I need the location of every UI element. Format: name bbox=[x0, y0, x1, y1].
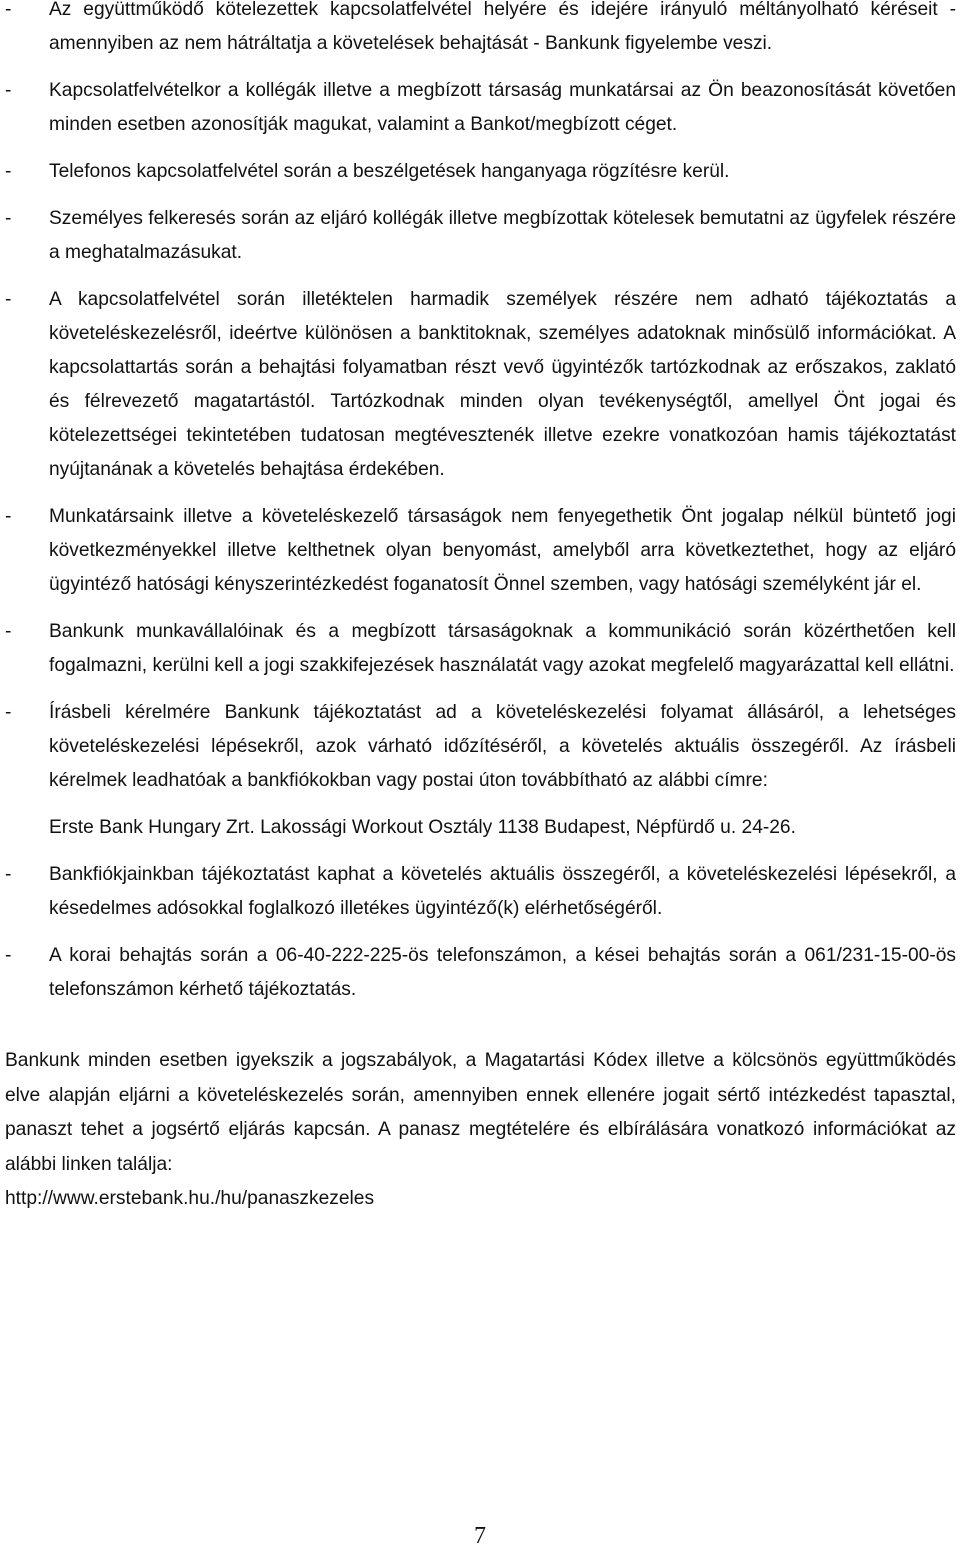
bullet-dash: - bbox=[5, 621, 12, 642]
page-number: 7 bbox=[474, 1523, 486, 1549]
bullet-written-request bbox=[0, 696, 960, 798]
bullet-plain-language bbox=[0, 615, 960, 683]
bullet-branch-information bbox=[0, 858, 960, 926]
bullet-identification bbox=[0, 74, 960, 142]
bullet-text: Telefonos kapcsolatfelvétel során a beszélgetések hanganyaga rögzítésre kerül. bbox=[49, 161, 730, 182]
bullet-dash: - bbox=[5, 506, 12, 527]
postal-address: Erste Bank Hungary Zrt. Lakossági Workout Osztály 1138 Budapest, Népfürdő u. 24-26. bbox=[49, 817, 796, 838]
bullet-dash: - bbox=[5, 208, 12, 229]
complaint-link[interactable]: http://www.erstebank.hu./hu/panaszkezeles bbox=[5, 1188, 375, 1209]
bullet-dash: - bbox=[5, 945, 12, 966]
bullet-text: Az együttműködő kötelezettek kapcsolatfelvétel helyére és idejére irányuló méltányolható kéréseit - amennyiben az nem hátráltatja a követelések behajtását - Bankunk figyelembe veszi. bbox=[49, 0, 956, 54]
bullet-text: Bankunk munkavállalóinak és a megbízott társaságoknak a kommunikáció során közérthetően kell fogalmazni, kerülni kell a jogi szakkifejezések használatát vagy azokat megfelelő magyarázattal kell ellátni. bbox=[49, 621, 956, 676]
bullet-text: Kapcsolatfelvételkor a kollégák illetve a megbízott társaság munkatársai az Ön beazonosítását követően minden esetben azonosítják magukat, valamint a Bankot/megbízott céget. bbox=[49, 80, 956, 135]
bullet-text: Írásbeli kérelmére Bankunk tájékoztatást ad a követeléskezelési folyamat állásáról, a lehetséges követeléskezelési lépésekről, azok várható időzítéséről, a követelés aktuális összegéről. Az írásbeli kérelmek leadhatóak a bankfiókokban vagy postai úton továbbítható az alábbi címre: bbox=[49, 702, 956, 791]
bullet-dash: - bbox=[5, 864, 12, 885]
bullet-dash: - bbox=[5, 0, 12, 20]
bullet-text: Bankfiókjainkban tájékoztatást kaphat a követelés aktuális összegéről, a követeléskezelési lépésekről, a késedelmes adósokkal foglalkozó illetékes ügyintéző(k) elérhetőségéről. bbox=[49, 864, 956, 919]
bullet-text: A kapcsolatfelvétel során illetéktelen harmadik személyek részére nem adható tájékoztatás a követeléskezelésről, ideértve különösen a banktitoknak, személyes adatoknak minősülő információkat. A kapcsolattartás során a behajtási folyamatban részt vevő ügyintézők tartózkodnak az erőszakos, zaklató és félrevezető magatartástól. Tartózkodnak minden olyan tevékenységtől, amellyel Önt jogai és kötelezettségei tekintetében tudatosan megtévesztenék illetve ezekre vonatkozóan hamis tájékoztatást nyújtanának a követelés behajtása érdekében. bbox=[49, 289, 956, 480]
bullet-cooperation-requests bbox=[0, 0, 960, 61]
closing-text: Bankunk minden esetben igyekszik a jogszabályok, a Magatartási Kódex illetve a kölcsönös együttműködés elve alapján eljárni a követeléskezelés során, amennyiben ennek ellenére jogait sértő intézkedést tapasztal, panaszt tehet a jogsértő eljárás kapcsán. A panasz megtételére és elbírálására vonatkozó információkat az alábbi linken találja: bbox=[5, 1050, 956, 1175]
bullet-dash: - bbox=[5, 161, 12, 182]
bullet-dash: - bbox=[5, 80, 12, 101]
bullet-personal-visit bbox=[0, 202, 960, 270]
bullet-dash: - bbox=[5, 702, 12, 723]
bullet-text: A korai behajtás során a 06-40-222-225-ös telefonszámon, a kései behajtás során a 061/231-15-00-ös telefonszámon kérhető tájékoztatás. bbox=[49, 945, 956, 1000]
bullet-third-party-confidentiality bbox=[0, 283, 960, 487]
bullet-dash: - bbox=[5, 289, 12, 310]
bullet-phone-recording bbox=[0, 155, 960, 189]
bullet-text: Személyes felkeresés során az eljáró kollégák illetve megbízottak kötelesek bemutatni az ügyfelek részére a meghatalmazásukat. bbox=[49, 208, 956, 263]
closing-paragraph bbox=[0, 1044, 960, 1217]
bullet-phone-numbers bbox=[0, 939, 960, 1007]
bullet-text: Munkatársaink illetve a követeléskezelő társaságok nem fenyegethetik Önt jogalap nélkül büntető jogi következményekkel illetve kelthetnek olyan benyomást, amelyből arra következtethet, hogy az eljáró ügyintéző hatósági kényszerintézkedést foganatosít Önnel szemben, vagy hatósági személyként jár el. bbox=[49, 506, 956, 595]
bullet-no-threats bbox=[0, 500, 960, 602]
bullet-list-continued bbox=[0, 858, 960, 1007]
